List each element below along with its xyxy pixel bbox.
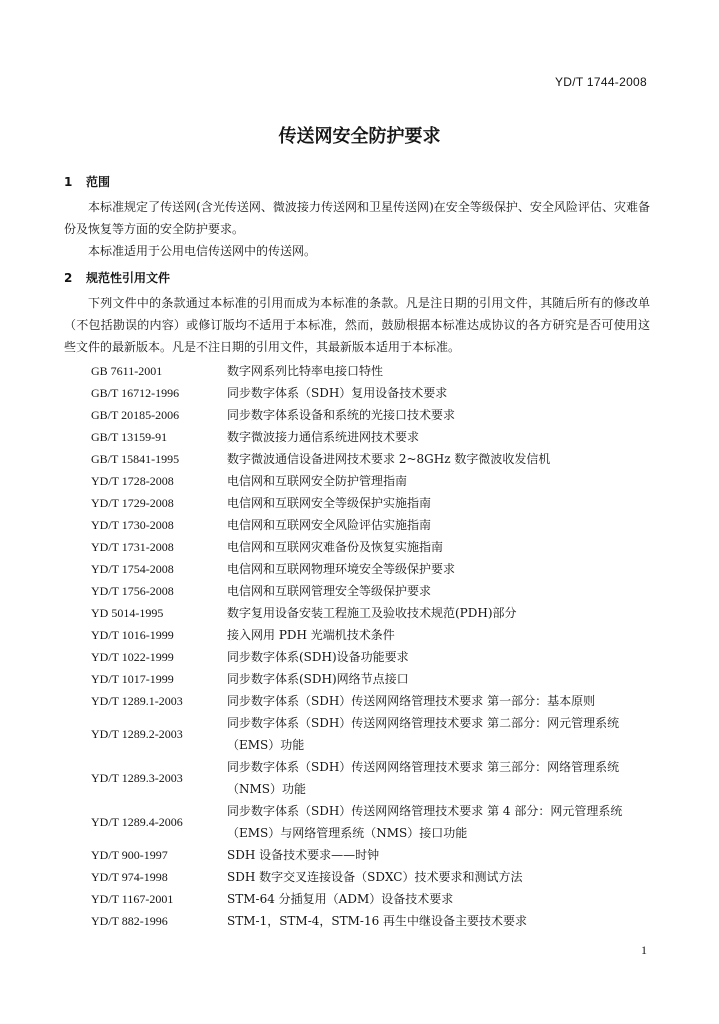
reference-item <box>91 514 661 536</box>
reference-item <box>91 382 661 404</box>
reference-item <box>91 580 661 602</box>
reference-item <box>91 602 661 624</box>
reference-title: STM-64 分插复用（ADM）设备技术要求 <box>227 892 454 906</box>
reference-code: YD/T 1289.3-2003 <box>91 771 183 785</box>
reference-title: SDH 数字交叉连接设备（SDXC）技术要求和测试方法 <box>227 870 523 884</box>
reference-code: YD/T 1754-2008 <box>91 562 174 576</box>
reference-code: YD/T 1016-1999 <box>91 628 174 642</box>
reference-code: YD/T 1022-1999 <box>91 650 174 664</box>
reference-title: 同步数字体系（SDH）传送网网络管理技术要求 第一部分：基本原则 <box>227 694 596 708</box>
reference-code: GB/T 13159-91 <box>91 430 168 444</box>
reference-item <box>91 624 661 646</box>
reference-code: GB/T 15841-1995 <box>91 452 180 466</box>
reference-code: YD/T 1017-1999 <box>91 672 174 686</box>
reference-item <box>91 910 661 932</box>
section-number: 1 <box>64 175 73 189</box>
reference-code: YD/T 974-1998 <box>91 870 168 884</box>
reference-code: YD/T 1289.4-2006 <box>91 815 183 829</box>
section-number: 2 <box>64 271 73 285</box>
section-1-heading <box>64 173 110 190</box>
reference-title: 同步数字体系（SDH）复用设备技术要求 <box>227 386 448 400</box>
reference-item <box>91 756 661 800</box>
reference-item <box>91 492 661 514</box>
reference-code: YD/T 1756-2008 <box>91 584 174 598</box>
reference-title: 电信网和互联网物理环境安全等级保护要求 <box>227 562 456 576</box>
reference-item <box>91 360 661 382</box>
scope-applicability-paragraph: 本标准适用于公用电信传送网中的传送网。 <box>88 244 317 258</box>
reference-item <box>91 426 661 448</box>
reference-item <box>91 712 661 756</box>
reference-title: 数字网系列比特率电接口特性 <box>227 364 384 378</box>
reference-item <box>91 646 661 668</box>
reference-item <box>91 888 661 910</box>
reference-title: 同步数字体系设备和系统的光接口技术要求 <box>227 408 456 422</box>
reference-item <box>91 668 661 690</box>
reference-title: 电信网和互联网灾难备份及恢复实施指南 <box>227 540 444 554</box>
normative-references-paragraph: 下列文件中的条款通过本标准的引用而成为本标准的条款。凡是注日期的引用文件，其随后所有的修改单（不包括勘误的内容）或修订版均不适用于本标准，然而，鼓励根据本标准达成协议的各方研究是否可使用这些文件的最新版本。凡是不注日期的引用文件，其最新版本适用于本标准。 <box>64 296 650 354</box>
reference-item <box>91 470 661 492</box>
reference-code: YD/T 1289.2-2003 <box>91 727 183 741</box>
reference-code: YD/T 1167-2001 <box>91 892 174 906</box>
reference-item <box>91 800 661 844</box>
reference-code: YD/T 1729-2008 <box>91 496 174 510</box>
reference-code: YD/T 1289.1-2003 <box>91 694 183 708</box>
reference-title: 同步数字体系（SDH）传送网网络管理技术要求 第二部分：网元管理系统（EMS）功能 <box>227 716 620 752</box>
reference-code: GB 7611-2001 <box>91 364 163 378</box>
standard-code: YD/T 1744-2008 <box>554 75 647 89</box>
reference-code: YD/T 882-1996 <box>91 914 168 928</box>
reference-item <box>91 558 661 580</box>
reference-title: 数字复用设备安装工程施工及验收技术规范(PDH)部分 <box>227 606 517 620</box>
reference-code: GB/T 20185-2006 <box>91 408 180 422</box>
reference-title: 同步数字体系(SDH)网络节点接口 <box>227 672 409 686</box>
reference-title: 同步数字体系（SDH）传送网网络管理技术要求 第三部分：网络管理系统（NMS）功能 <box>227 760 620 796</box>
reference-title: 电信网和互联网安全等级保护实施指南 <box>227 496 432 510</box>
reference-code: YD/T 1730-2008 <box>91 518 174 532</box>
section-title: 规范性引用文件 <box>86 271 171 285</box>
reference-code: YD/T 900-1997 <box>91 848 168 862</box>
reference-item <box>91 690 661 712</box>
section-2-heading <box>64 269 170 286</box>
reference-title: 电信网和互联网管理安全等级保护要求 <box>227 584 432 598</box>
reference-code: YD 5014-1995 <box>91 606 164 620</box>
reference-code: YD/T 1728-2008 <box>91 474 174 488</box>
reference-title: 数字微波接力通信系统进网技术要求 <box>227 430 420 444</box>
reference-title: 同步数字体系（SDH）传送网网络管理技术要求 第 4 部分：网元管理系统（EMS）与网络管理系统（NMS）接口功能 <box>227 804 623 840</box>
reference-code: YD/T 1731-2008 <box>91 540 174 554</box>
reference-item <box>91 536 661 558</box>
reference-item <box>91 448 661 470</box>
reference-title: STM-1，STM-4，STM-16 再生中继设备主要技术要求 <box>227 914 528 928</box>
reference-title: 同步数字体系(SDH)设备功能要求 <box>227 650 409 664</box>
reference-title: 电信网和互联网安全风险评估实施指南 <box>227 518 432 532</box>
reference-item <box>91 404 661 426</box>
reference-code: GB/T 16712-1996 <box>91 386 180 400</box>
reference-item <box>91 866 661 888</box>
reference-item <box>91 844 661 866</box>
document-title: 传送网安全防护要求 <box>278 126 441 147</box>
section-title: 范围 <box>86 175 111 189</box>
reference-title: SDH 设备技术要求——时钟 <box>227 848 380 862</box>
reference-title: 数字微波通信设备进网技术要求 2~8GHz 数字微波收发信机 <box>227 452 551 466</box>
scope-paragraph: 本标准规定了传送网(含光传送网、微波接力传送网和卫星传送网)在安全等级保护、安全风险评估、灾难备份及恢复等方面的安全防护要求。 <box>64 200 650 236</box>
reference-list <box>91 360 661 932</box>
reference-title: 接入网用 PDH 光端机技术条件 <box>227 628 395 642</box>
reference-title: 电信网和互联网安全防护管理指南 <box>227 474 408 488</box>
page-number: 1 <box>641 943 647 957</box>
